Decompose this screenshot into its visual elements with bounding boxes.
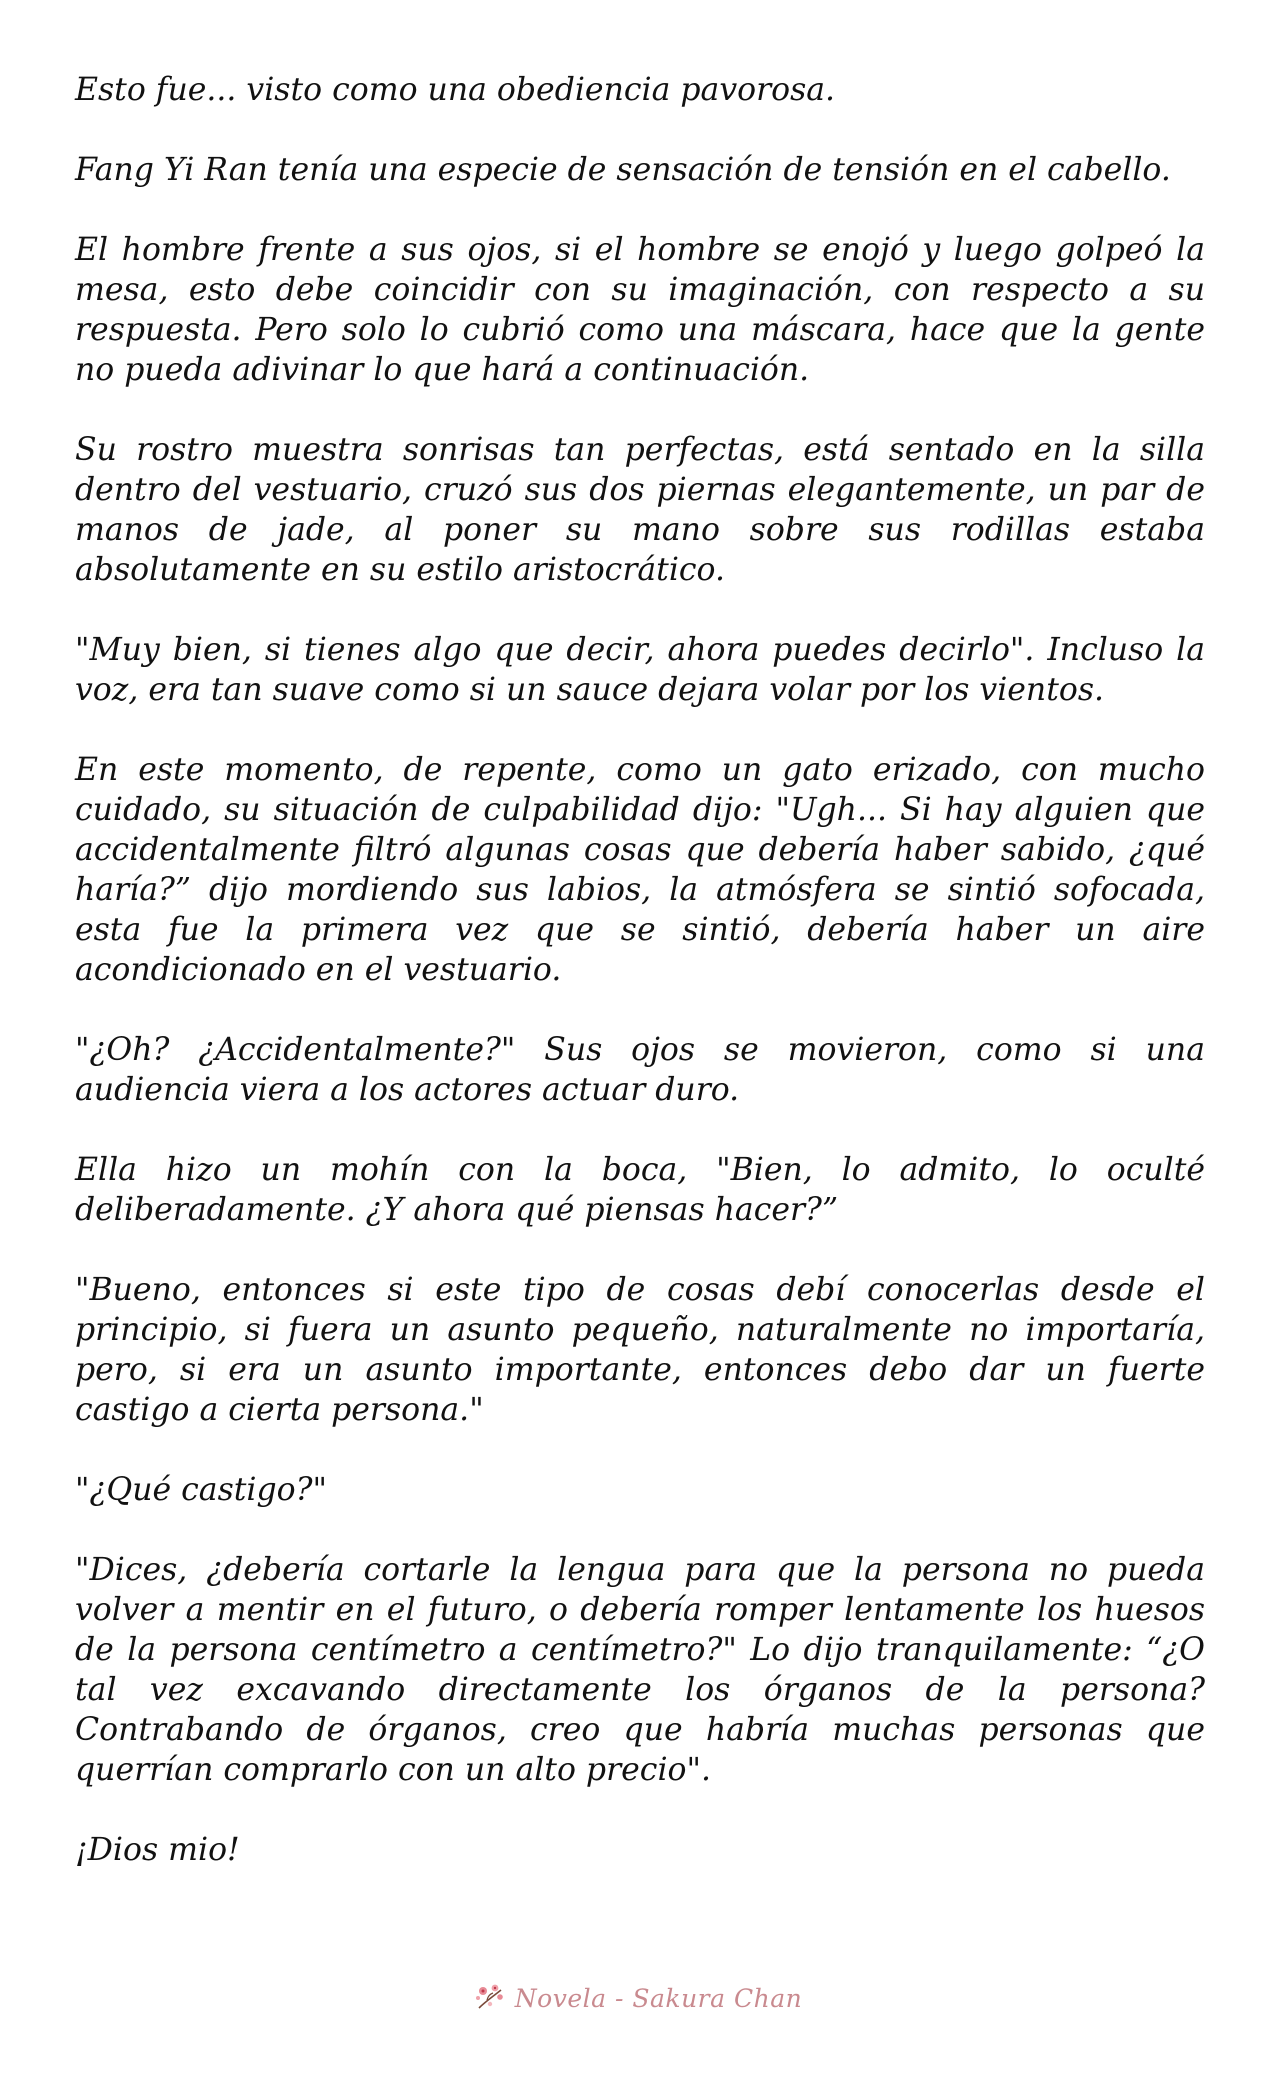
paragraph-7: "¿Oh? ¿Accidentalmente?" Sus ojos se movieron, como si una audiencia viera a los actores actuar duro.: [75, 1032, 1205, 1108]
paragraph-6: En este momento, de repente, como un gato erizado, con mucho cuidado, su situación de culpabilidad dijo: "Ugh... Si hay alguien que accidentalmente filtró algunas cosas que debería haber sabido, ¿qué haría?” dijo mordiendo sus labios, la atmósfera se sintió sofocada, esta fue la primera vez que se sintió, debería haber un aire acondicionado en el vestuario.: [75, 752, 1205, 988]
paragraph-8: Ella hizo un mohín con la boca, "Bien, lo admito, lo oculté deliberadamente. ¿Y ahora qué piensas hacer?”: [75, 1152, 1205, 1228]
paragraph-9: "Bueno, entonces si este tipo de cosas debí conocerlas desde el principio, si fuera un asunto pequeño, naturalmente no importaría, pero, si era un asunto importante, entonces debo dar un fuerte castigo a cierta persona.": [75, 1272, 1205, 1428]
paragraph-2: Fang Yi Ran tenía una especie de sensación de tensión en el cabello.: [75, 152, 1171, 188]
paragraph-10: "¿Qué castigo?": [75, 1472, 327, 1508]
paragraph-4: Su rostro muestra sonrisas tan perfectas, está sentado en la silla dentro del vestuario, cruzó sus dos piernas elegantemente, un par de manos de jade, al poner su mano sobre sus rodillas estaba absolutamente en su estilo aristocrático.: [75, 432, 1205, 588]
footer-watermark: [0, 1978, 1275, 2018]
paragraph-3: El hombre frente a sus ojos, si el hombre se enojó y luego golpeó la mesa, esto debe coincidir con su imaginación, con respecto a su respuesta. Pero solo lo cubrió como una máscara, hace que la gente no pueda adivinar lo que hará a continuación.: [75, 232, 1205, 388]
paragraph-5: "Muy bien, si tienes algo que decir, ahora puedes decirlo". Incluso la voz, era tan suave como si un sauce dejara volar por los vientos.: [75, 632, 1205, 708]
sakura-blossom-icon: [473, 1982, 507, 2014]
paragraph-12: ¡Dios mio!: [75, 1832, 240, 1868]
paragraph-11: "Dices, ¿debería cortarle la lengua para que la persona no pueda volver a mentir en el futuro, o debería romper lentamente los huesos de la persona centímetro a centímetro?" Lo dijo tranquilamente: “¿O tal vez excavando directamente los órganos de la persona? Contrabando de órganos, creo que habría muchas personas que querrían comprarlo con un alto precio".: [75, 1552, 1205, 1788]
paragraph-1: Esto fue... visto como una obediencia pavorosa.: [75, 72, 836, 108]
document-body: [75, 70, 1205, 1910]
watermark-text: Novela - Sakura Chan: [514, 1983, 803, 2013]
